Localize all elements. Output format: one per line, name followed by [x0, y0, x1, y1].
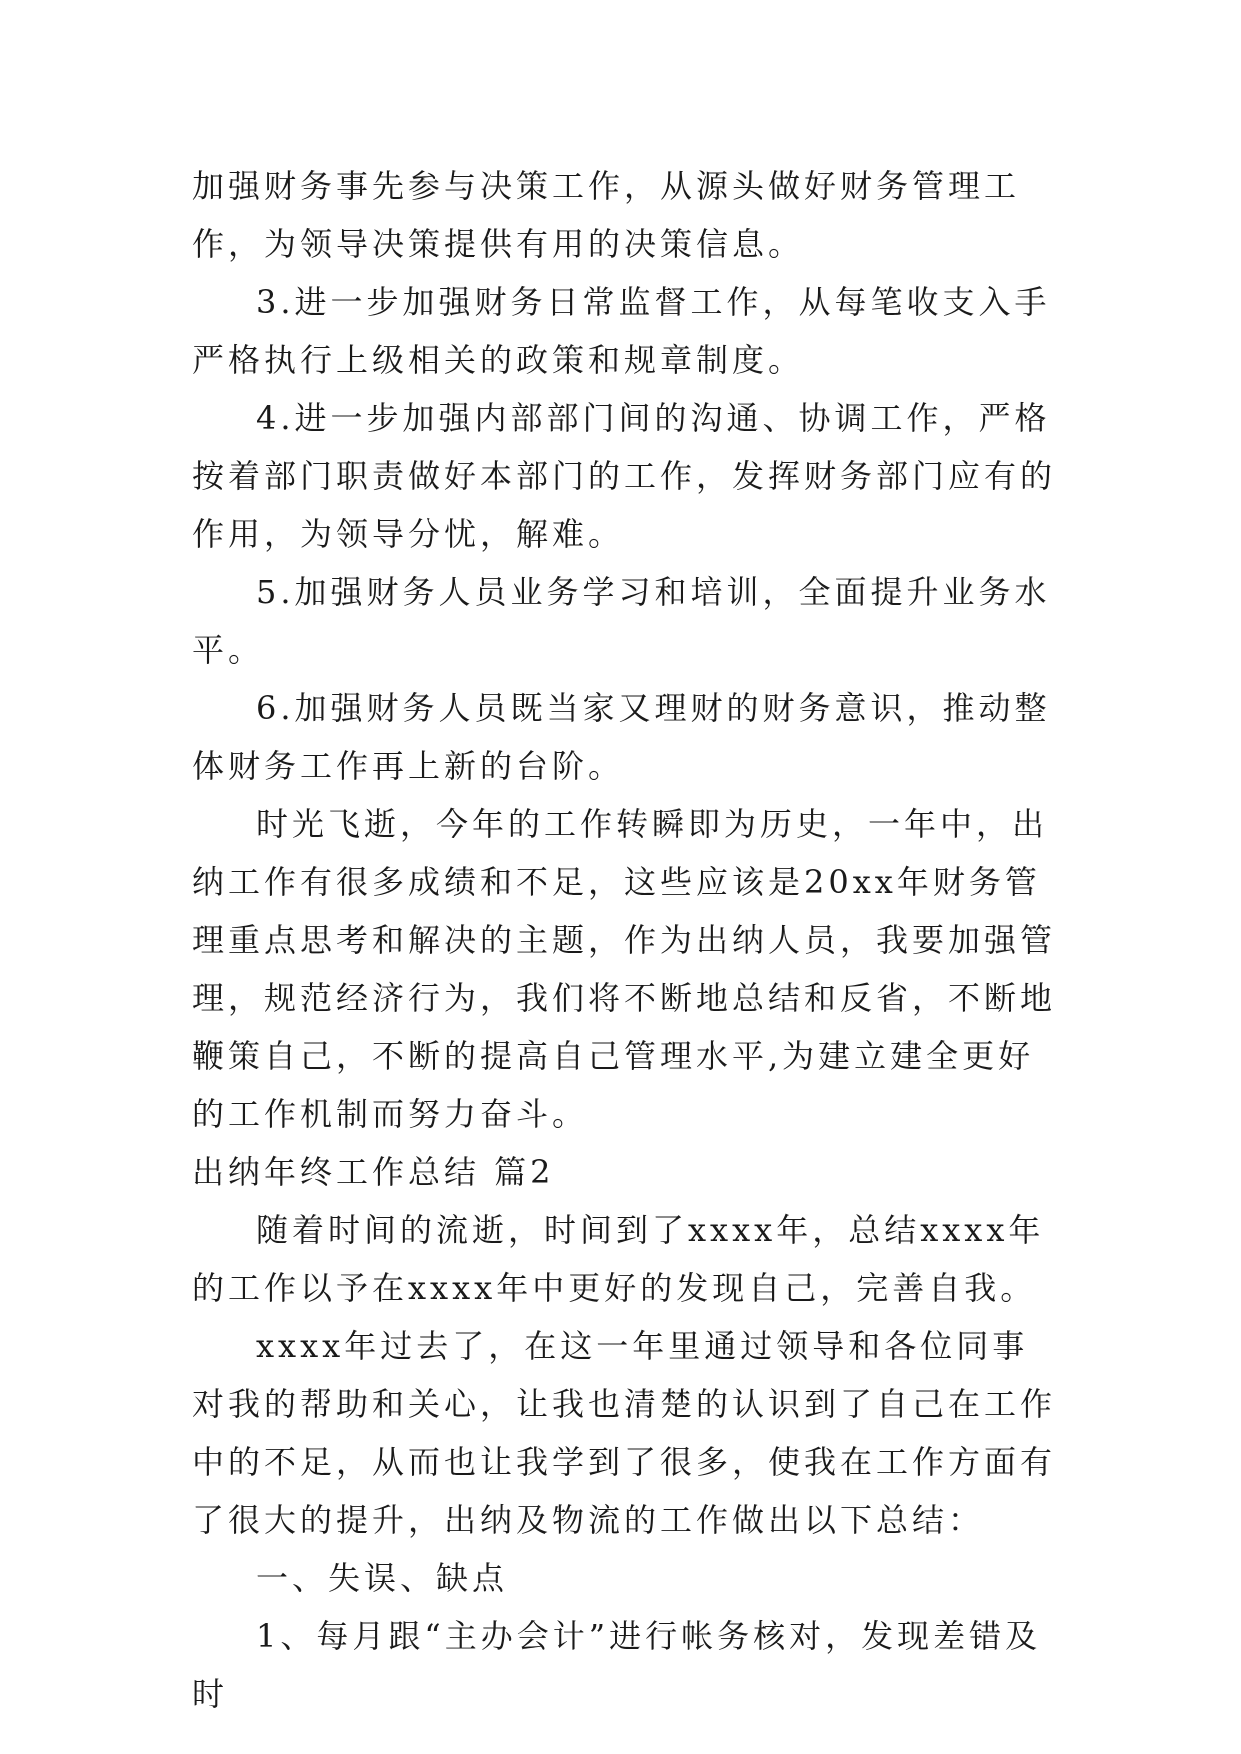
document-body — [192, 157, 1062, 1723]
paragraph-intro: 随着时间的流逝，时间到了xxxx年，总结xxxx年的工作以予在xxxx年中更好的发现自己，完善自我。 — [192, 1211, 1045, 1307]
paragraph-item-5: 5.加强财务人员业务学习和培训，全面提升业务水平。 — [192, 573, 1051, 669]
paragraph-item-6: 6.加强财务人员既当家又理财的财务意识，推动整体财务工作再上新的台阶。 — [192, 689, 1051, 785]
paragraph-item-4: 4.进一步加强内部部门间的沟通、协调工作，严格按着部门职责做好本部门的工作，发挥财务部门应有的作用，为领导分忧，解难。 — [192, 399, 1057, 553]
section-heading: 出纳年终工作总结 篇2 — [192, 1153, 555, 1191]
paragraph-conclusion: 时光飞逝，今年的工作转瞬即为历史，一年中，出纳工作有很多成绩和不足，这些应该是20xx年财务管理重点思考和解决的主题，作为出纳人员，我要加强管理，规范经济行为，我们将不断地总结和反省，不断地鞭策自己，不断的提高自己管理水平,为建立建全更好的工作机制而努力奋斗。 — [192, 805, 1057, 1133]
paragraph-item-3: 3.进一步加强财务日常监督工作，从每笔收支入手严格执行上级相关的政策和规章制度。 — [192, 283, 1051, 379]
paragraph-review: xxxx年过去了，在这一年里通过领导和各位同事对我的帮助和关心，让我也清楚的认识到了自己在工作中的不足，从而也让我学到了很多，使我在工作方面有了很大的提升，出纳及物流的工作做出以下总结： — [192, 1327, 1057, 1539]
paragraph-continuation: 加强财务事先参与决策工作，从源头做好财务管理工作，为领导决策提供有用的决策信息。 — [192, 167, 1021, 263]
paragraph-list-item-1: 1、每月跟“主办会计”进行帐务核对，发现差错及时 — [192, 1617, 1042, 1713]
subsection-heading: 一、失误、缺点 — [256, 1559, 509, 1597]
